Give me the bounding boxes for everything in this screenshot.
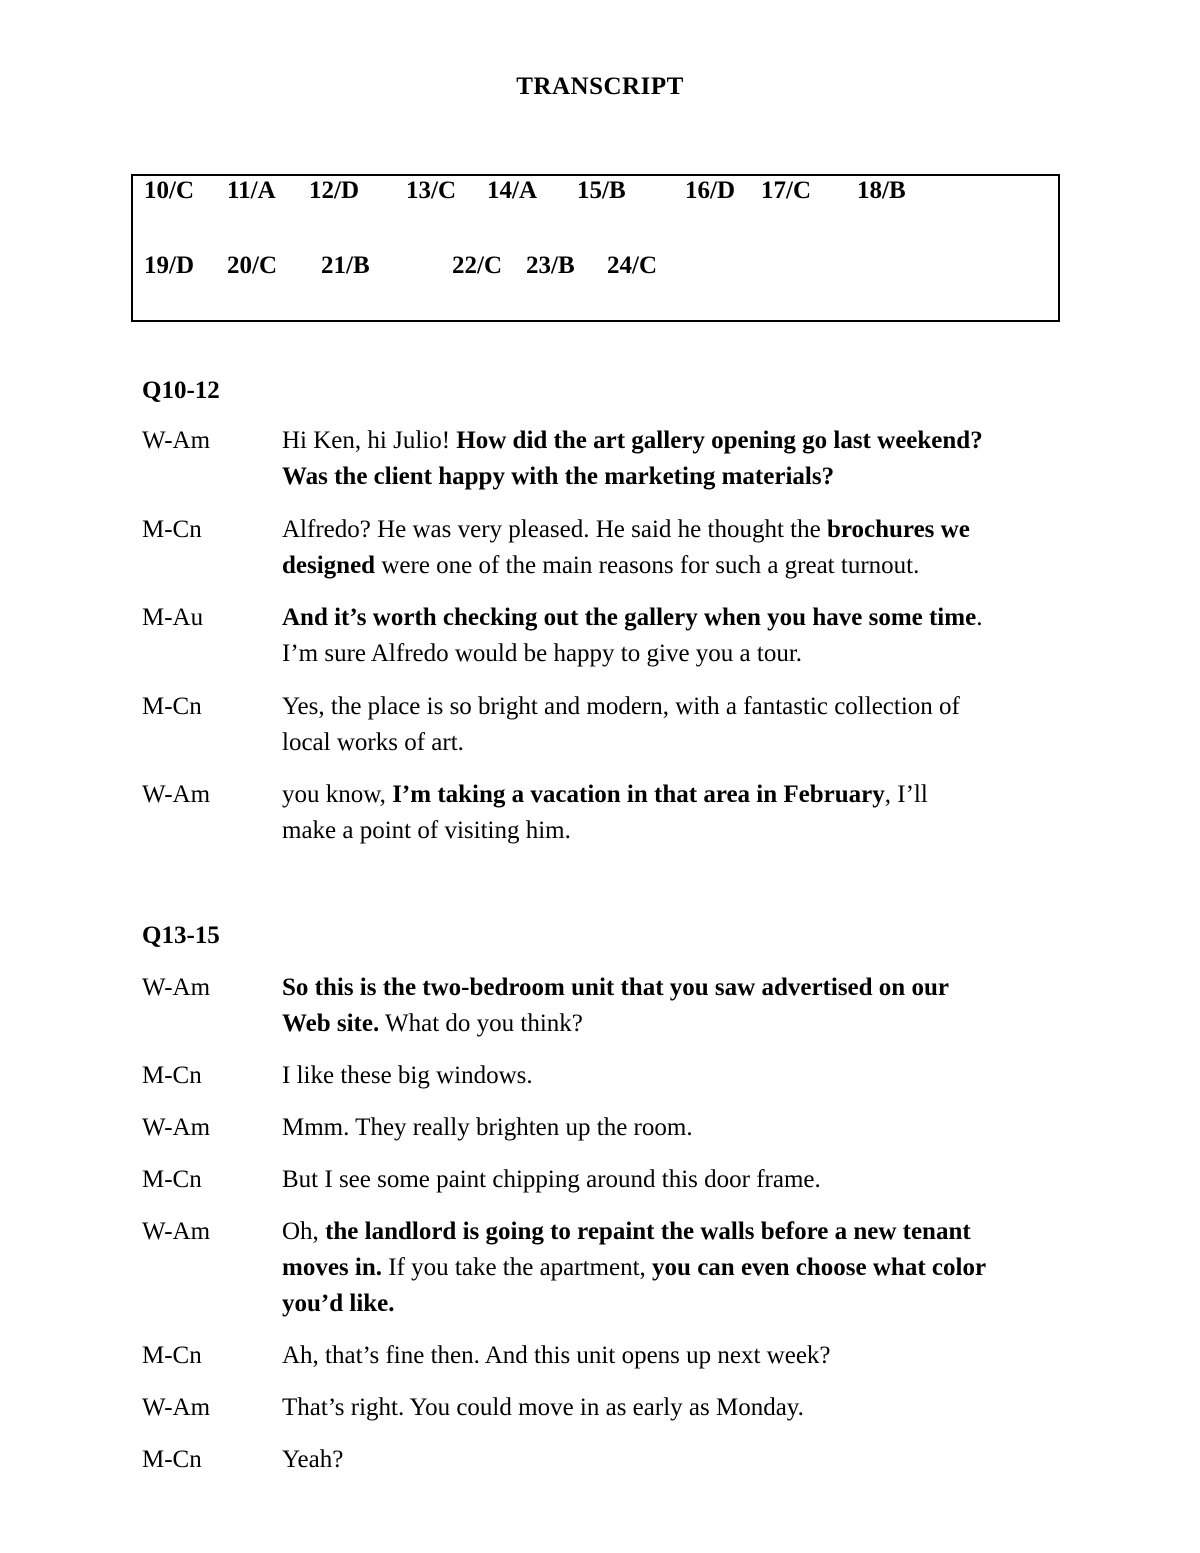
speech-segment: Ah, that’s fine then. And this unit opens up next week?: [282, 1342, 831, 1369]
answer-key-item: 22/C: [452, 252, 502, 279]
speech-segment: make a point of visiting him.: [282, 817, 571, 844]
speech-segment: That’s right. You could move in as early as Monday.: [282, 1394, 804, 1421]
speech-segment: local works of art.: [282, 729, 464, 756]
speech-line: [282, 970, 1062, 1006]
speech-text: [282, 423, 1062, 495]
speech-line: [282, 1162, 1062, 1198]
speaker-label: W-Am: [142, 781, 211, 808]
answer-key-item: 16/D: [685, 177, 735, 204]
speech-text: [282, 1214, 1062, 1322]
speech-line: [282, 1214, 1062, 1250]
answer-key-item: 11/A: [227, 177, 276, 204]
answer-key-item: 23/B: [526, 252, 575, 279]
speaker-label: M-Cn: [142, 1062, 202, 1089]
speaker-label: W-Am: [142, 974, 211, 1001]
speech-line: [282, 1006, 1062, 1042]
speech-text: [282, 1390, 1062, 1426]
section-heading: Q10-12: [142, 377, 220, 404]
speaker-label: M-Cn: [142, 1342, 202, 1369]
answer-key-item: 24/C: [607, 252, 657, 279]
speech-text: [282, 600, 1062, 672]
page-title: TRANSCRIPT: [516, 73, 684, 100]
speech-segment-bold: And it’s worth checking out the gallery when you have some time: [282, 604, 977, 631]
speech-line: [282, 459, 1062, 495]
speaker-label: W-Am: [142, 427, 211, 454]
speech-segment: .: [976, 604, 983, 631]
speech-segment: Alfredo? He was very pleased. He said he thought the: [282, 516, 827, 543]
speech-segment: , I’ll: [884, 781, 928, 808]
speech-segment-bold: Was the client happy with the marketing materials?: [282, 463, 835, 490]
speech-segment: I like these big windows.: [282, 1062, 533, 1089]
speaker-label: M-Cn: [142, 693, 202, 720]
speech-line: [282, 600, 1062, 636]
speech-segment-bold: How did the art gallery opening go last weekend?: [456, 427, 983, 454]
speech-segment: If you take the apartment,: [382, 1254, 653, 1281]
speech-segment: What do you think?: [379, 1010, 583, 1037]
speaker-label: M-Cn: [142, 1166, 202, 1193]
speech-segment: Yeah?: [282, 1446, 344, 1473]
speech-text: [282, 970, 1062, 1042]
speech-segment-bold: the landlord is going to repaint the walls before a new tenant: [325, 1218, 971, 1245]
speech-segment-bold: Web site.: [282, 1010, 380, 1037]
speech-segment: Yes, the place is so bright and modern, with a fantastic collection of: [282, 693, 960, 720]
answer-key-box: [131, 174, 1060, 322]
speech-segment: were one of the main reasons for such a great turnout.: [375, 552, 920, 579]
speaker-label: W-Am: [142, 1394, 211, 1421]
speech-segment-bold: I’m taking a vacation in that area in February: [392, 781, 885, 808]
speech-text: [282, 777, 1062, 849]
speaker-label: M-Cn: [142, 1446, 202, 1473]
speech-segment-bold: moves in.: [282, 1254, 382, 1281]
speech-line: [282, 1286, 1062, 1322]
answer-key-item: 18/B: [857, 177, 906, 204]
speech-line: [282, 777, 1062, 813]
speaker-label: M-Au: [142, 604, 204, 631]
speech-line: [282, 689, 1062, 725]
answer-key-item: 20/C: [227, 252, 277, 279]
speech-segment: Oh,: [282, 1218, 326, 1245]
speech-text: [282, 1110, 1062, 1146]
speech-line: [282, 813, 1062, 849]
speech-segment-bold: designed: [282, 552, 376, 579]
speech-line: [282, 423, 1062, 459]
section-heading: Q13-15: [142, 922, 220, 949]
speech-line: [282, 1338, 1062, 1374]
speech-segment-bold: you can even choose what color: [652, 1254, 987, 1281]
speech-line: [282, 1390, 1062, 1426]
speech-segment-bold: you’d like.: [282, 1290, 395, 1317]
speech-line: [282, 548, 1062, 584]
answer-key-item: 15/B: [577, 177, 626, 204]
speech-line: [282, 1058, 1062, 1094]
speech-text: [282, 1338, 1062, 1374]
speech-line: [282, 512, 1062, 548]
answer-key-item: 10/C: [144, 177, 194, 204]
speech-line: [282, 636, 1062, 672]
speech-segment: I’m sure Alfredo would be happy to give you a tour.: [282, 640, 803, 667]
answer-key-item: 19/D: [144, 252, 194, 279]
speech-segment: Hi Ken, hi Julio!: [282, 427, 457, 454]
speech-text: [282, 1442, 1062, 1478]
speech-text: [282, 1162, 1062, 1198]
speech-line: [282, 1110, 1062, 1146]
speech-segment-bold: So this is the two-bedroom unit that you saw advertised on our: [282, 974, 949, 1001]
speech-segment: Mmm. They really brighten up the room.: [282, 1114, 693, 1141]
speech-line: [282, 1250, 1062, 1286]
answer-key-item: 12/D: [309, 177, 359, 204]
speech-line: [282, 725, 1062, 761]
speech-text: [282, 689, 1062, 761]
speaker-label: W-Am: [142, 1114, 211, 1141]
speaker-label: M-Cn: [142, 516, 202, 543]
answer-key-item: 14/A: [487, 177, 537, 204]
speaker-label: W-Am: [142, 1218, 211, 1245]
speech-segment-bold: brochures we: [826, 516, 970, 543]
speech-segment: you know,: [282, 781, 393, 808]
speech-text: [282, 512, 1062, 584]
answer-key-item: 13/C: [406, 177, 456, 204]
speech-text: [282, 1058, 1062, 1094]
speech-line: [282, 1442, 1062, 1478]
answer-key-item: 17/C: [761, 177, 811, 204]
answer-key-item: 21/B: [321, 252, 370, 279]
speech-segment: But I see some paint chipping around this door frame.: [282, 1166, 821, 1193]
